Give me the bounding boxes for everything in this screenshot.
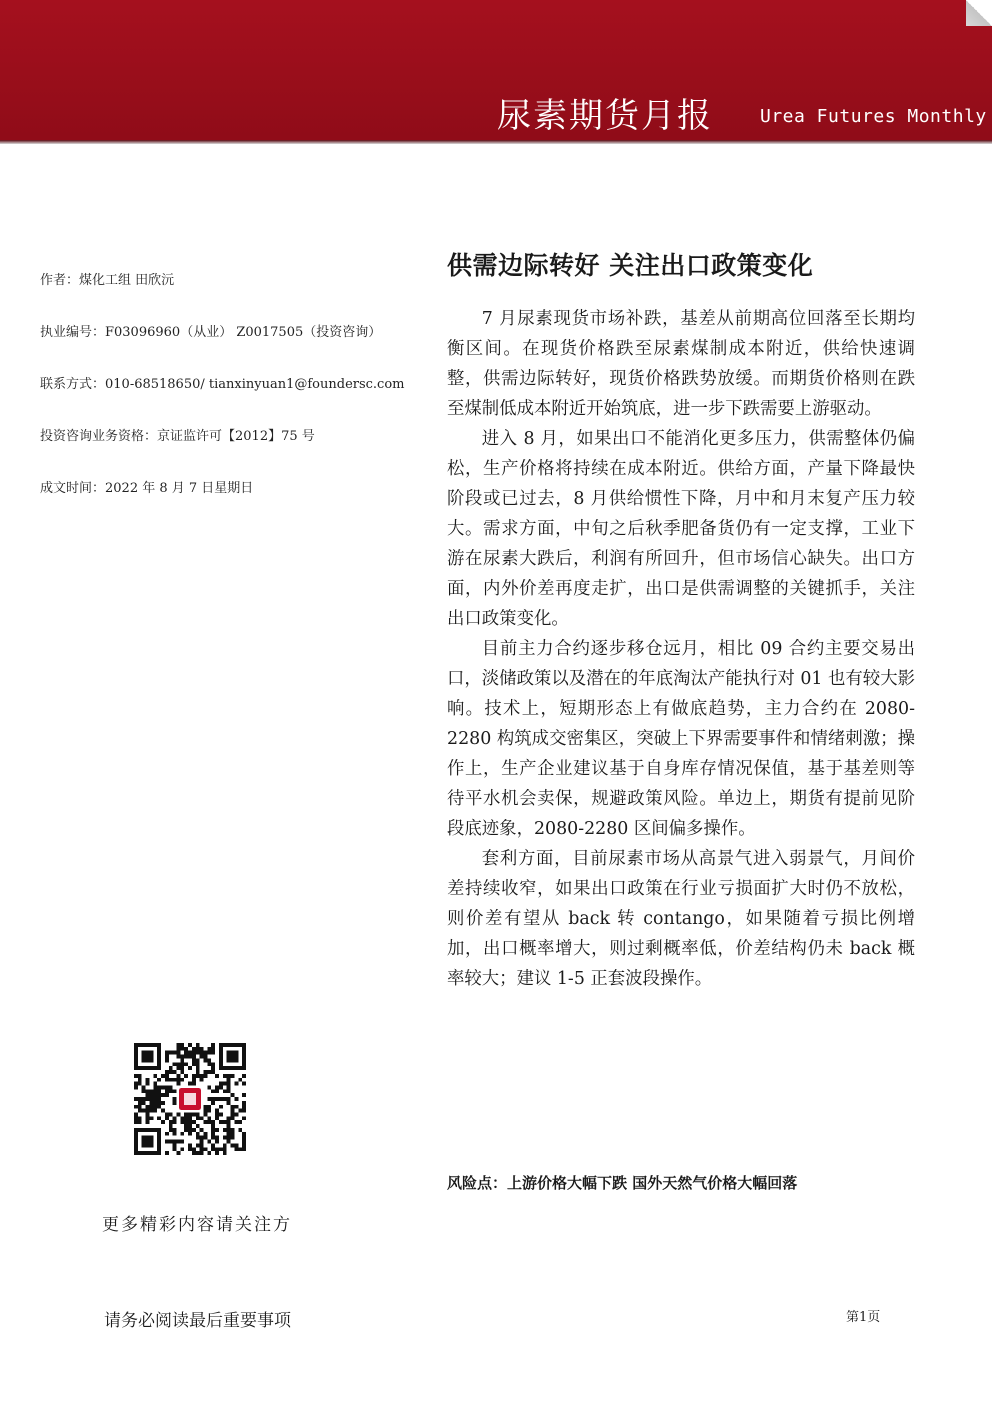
paragraph: 7 月尿素现货市场补跌，基差从前期高位回落至长期均衡区间。在现货价格跌至尿素煤制成本附近，供给快速调整，供需边际转好，现货价格跌势放缓。而期货价格则在跌至煤制低成本附近开始筑底，进一步下跌需要上游驱动。 (447, 309, 915, 419)
paragraph: 套利方面，目前尿素市场从高景气进入弱景气，月间价差持续收窄，如果出口政策在行业亏损面扩大时仍不放松，则价差有望从 back 转 contango，如果随着亏损比例增加，出口概率增大，则过剩概率低，价差结构仍未 back 概率较大；建议 1-5 正套波段操作。 (447, 849, 915, 989)
qualification-line: 投资咨询业务资格：京证监许可【2012】75 号 (40, 429, 315, 444)
contact-line: 联系方式：010-68518650/ tianxinyuan1@foundersc.com (40, 377, 405, 392)
author-line: 作者：煤化工组 田欣沅 (40, 273, 175, 288)
qr-code-icon[interactable] (134, 1043, 246, 1155)
paragraph: 目前主力合约逐步移仓远月，相比 09 合约主要交易出口，淡储政策以及潜在的年底淘汰产能执行对 01 也有较大影响。技术上，短期形态上有做底趋势，主力合约在 2080-2280 构筑成交密集区，突破上下界需要事件和情绪刺激；操作上，生产企业建议基于自身库存情况保值，基于基差则等待平水机会卖保，规避政策风险。单边上，期货有提前见阶段底迹象，2080-2280 区间偏多操作。 (447, 639, 915, 839)
license-number-line: 执业编号：F03096960（从业） Z0017505（投资咨询） (40, 325, 382, 340)
page-number: 第1页 (846, 1310, 881, 1325)
article-headline: 供需边际转好 关注出口政策变化 (447, 251, 814, 280)
banner-divider (0, 140, 992, 144)
article-body (447, 304, 915, 994)
report-banner (0, 0, 992, 143)
author-info (40, 272, 430, 532)
paragraph: 进入 8 月，如果出口不能消化更多压力，供需整体仍偏松，生产价格将持续在成本附近。供给方面，产量下降最快阶段或已过去，8 月供给惯性下降，月中和月末复产压力较大。需求方面，中旬之后秋季肥备货仍有一定支撑，工业下游在尿素大跌后，利润有所回升，但市场信心缺失。出口方面，内外价差再度走扩，出口是供需调整的关键抓手，关注出口政策变化。 (447, 429, 915, 629)
report-title: 尿素期货月报 (497, 96, 713, 136)
report-subtitle: Urea Futures Monthly (760, 106, 987, 127)
risk-points: 风险点：上游价格大幅下跌 国外天然气价格大幅回落 (447, 1174, 798, 1192)
footer-notice: 请务必阅读最后重要事项 (104, 1311, 291, 1331)
date-line: 成文时间：2022 年 8 月 7 日星期日 (40, 481, 254, 496)
page-fold-corner (966, 0, 992, 26)
qr-caption: 更多精彩内容请关注方 (102, 1215, 292, 1235)
